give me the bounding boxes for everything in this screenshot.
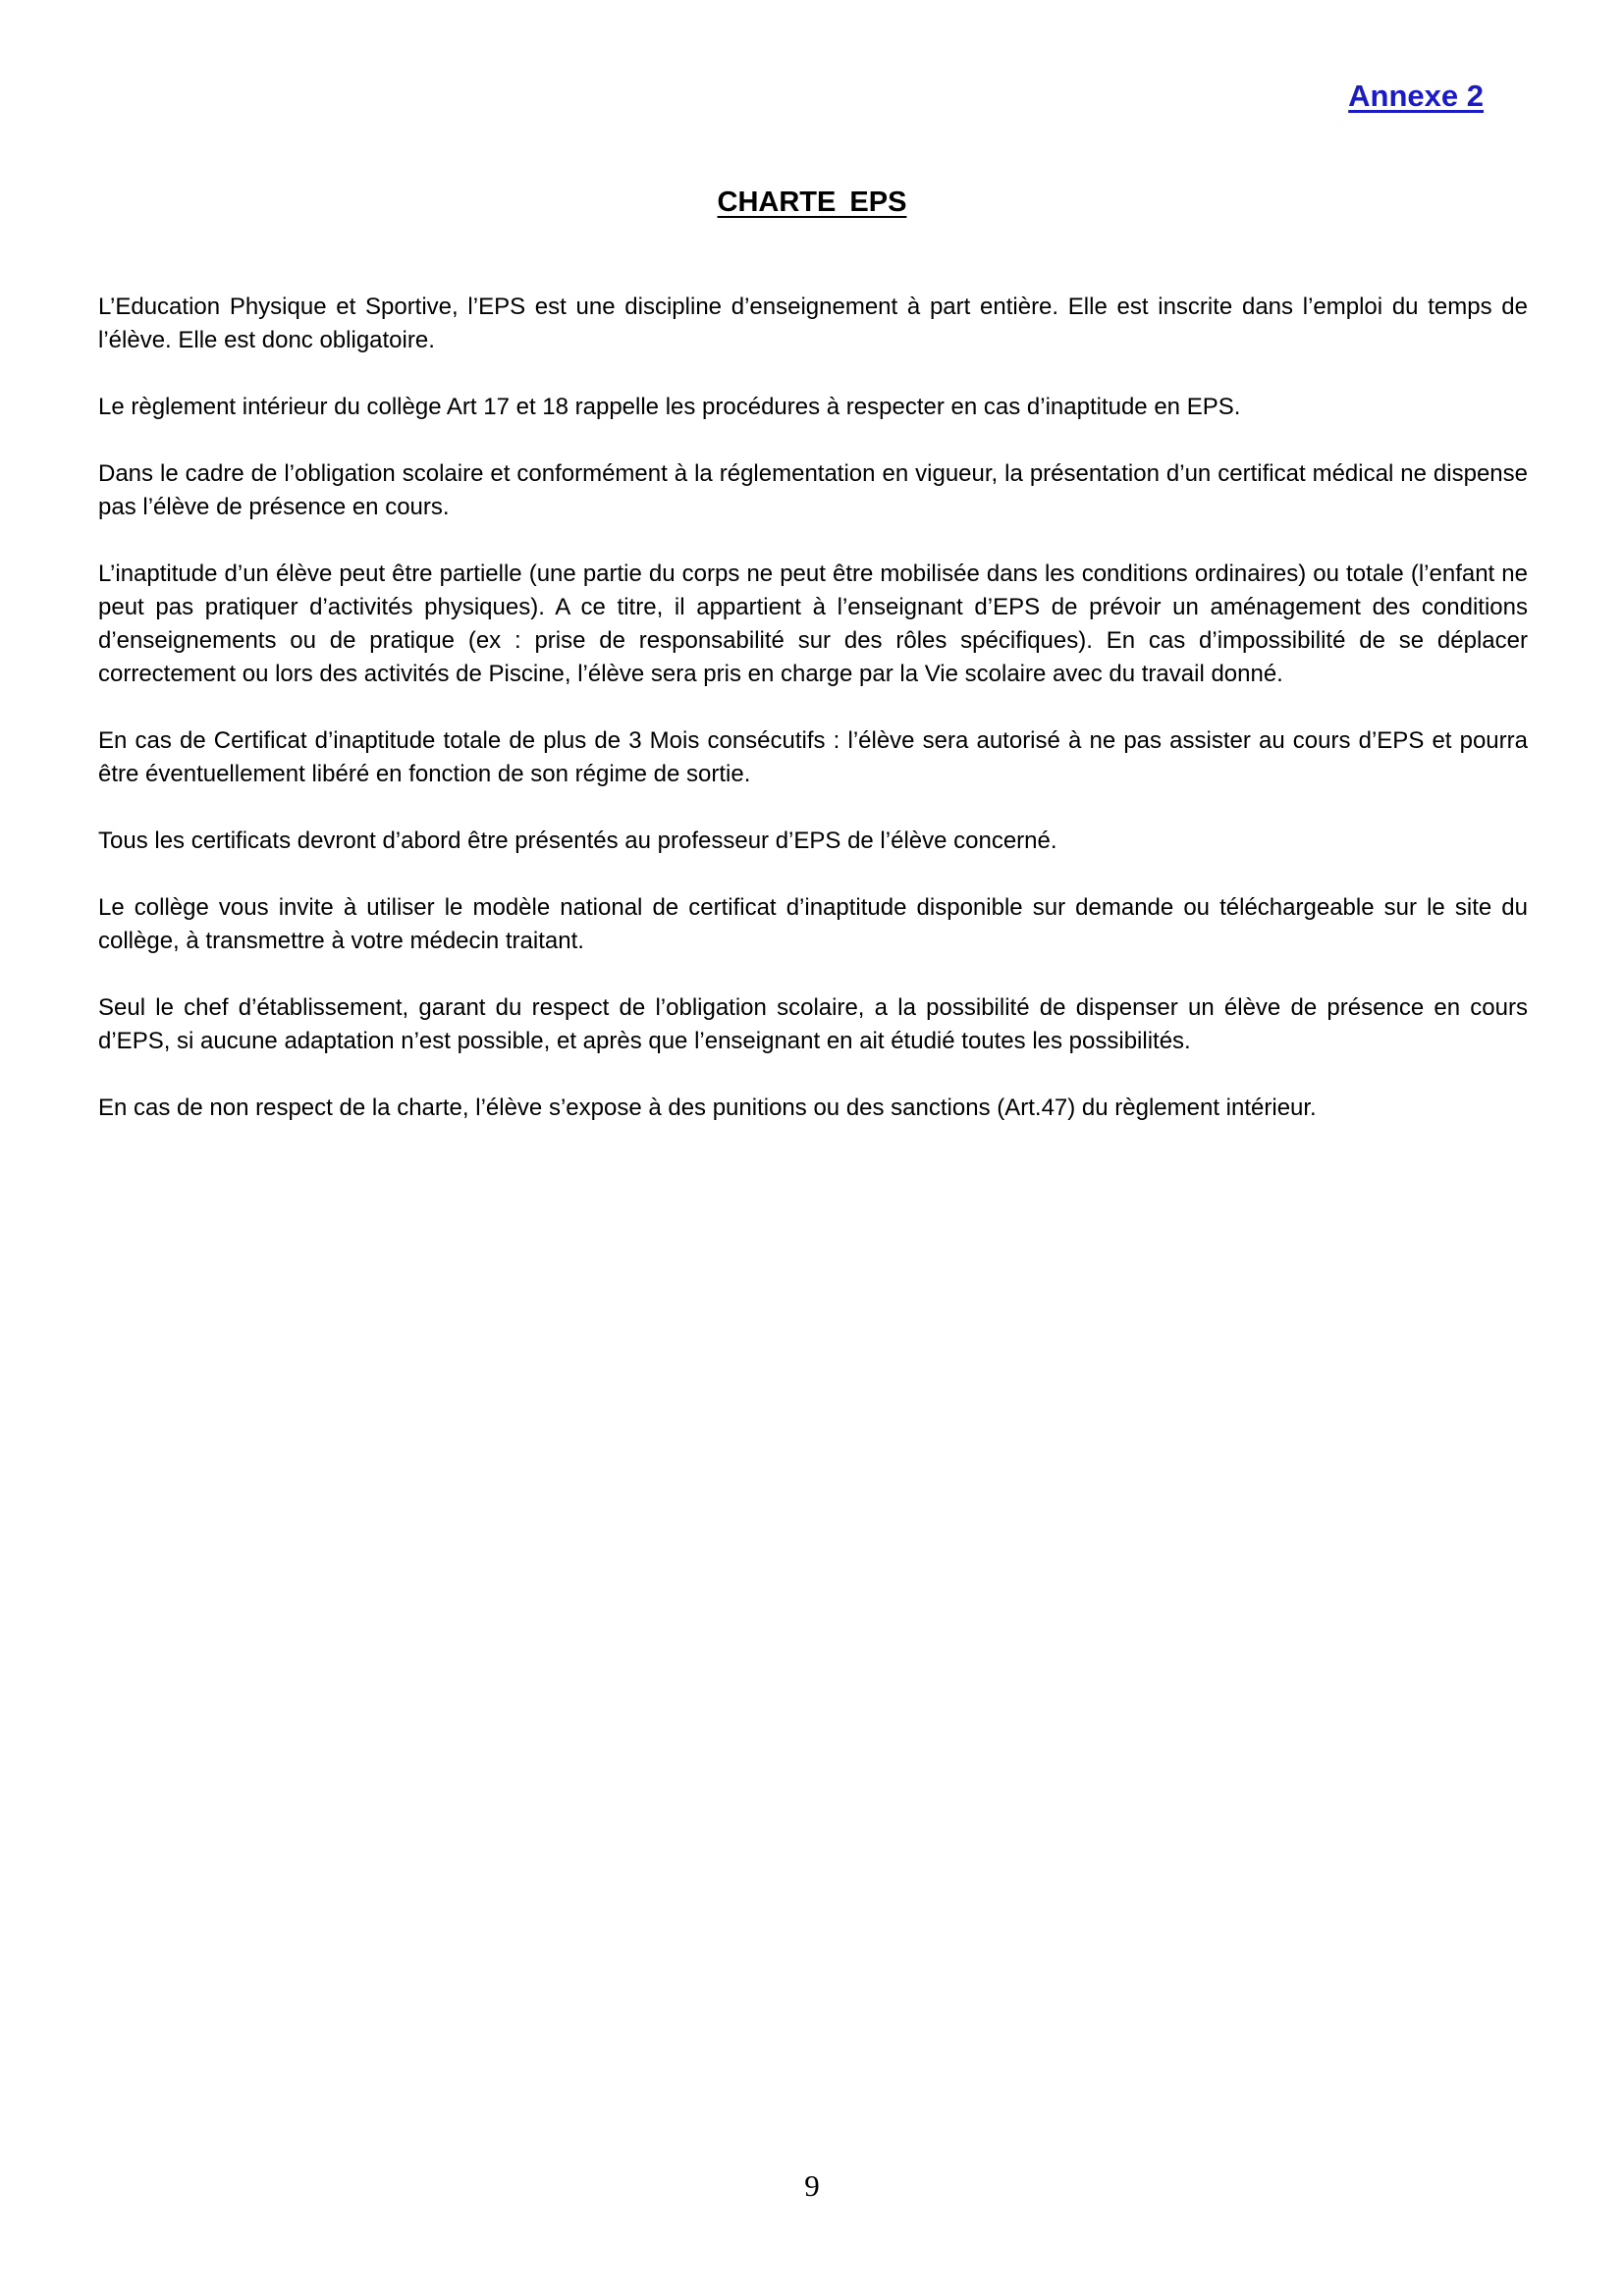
paragraph-sanctions: En cas de non respect de la charte, l’élève s’expose à des punitions ou des sanctions (Art.47) du règlement intérieur. bbox=[98, 1095, 1317, 1121]
paragraph-certificats-professeur: Tous les certificats devront d’abord être présentés au professeur d’EPS de l’élève concerné. bbox=[98, 828, 1057, 854]
paragraph-certificat-medical: Dans le cadre de l’obligation scolaire et conformément à la réglementation en vigueur, la présentation d’un certificat médical ne dispense pas l’élève de présence en cours. bbox=[98, 460, 1528, 520]
document-body bbox=[98, 291, 1528, 1158]
paragraph-reglement-interieur: Le règlement intérieur du collège Art 17 et 18 rappelle les procédures à respecter en cas d’inaptitude en EPS. bbox=[98, 394, 1241, 420]
page-number: 9 bbox=[804, 2168, 820, 2203]
paragraph-eps-definition: L’Education Physique et Sportive, l’EPS est une discipline d’enseignement à part entière. Elle est inscrite dans l’emploi du temps de l’élève. Elle est donc obligatoire. bbox=[98, 294, 1528, 353]
paragraph-chef-etablissement: Seul le chef d’établissement, garant du respect de l’obligation scolaire, a la possibilité de dispenser un élève de présence en cours d’EPS, si aucune adaptation n’est possible, et après que l’enseignant en ait étudié toutes les possibilités. bbox=[98, 994, 1528, 1054]
document-title: CHARTE EPS bbox=[717, 187, 907, 218]
paragraph-inaptitude-totale: En cas de Certificat d’inaptitude totale de plus de 3 Mois consécutifs : l’élève sera autorisé à ne pas assister au cours d’EPS et pourra être éventuellement libéré en fonction de son régime de sortie. bbox=[98, 727, 1528, 787]
paragraph-modele-national: Le collège vous invite à utiliser le modèle national de certificat d’inaptitude disponible sur demande ou téléchargeable sur le site du collège, à transmettre à votre médecin traitant. bbox=[98, 894, 1528, 954]
paragraph-inaptitude-partielle: L’inaptitude d’un élève peut être partielle (une partie du corps ne peut être mobilisée dans les conditions ordinaires) ou totale (l’enfant ne peut pas pratiquer d’activités physiques). A ce titre, il appartient à l’enseignant d’EPS de prévoir un aménagement des conditions d’enseignements ou de pratique (ex : prise de responsabilité sur des rôles spécifiques). En cas d’impossibilité de se déplacer correctement ou lors des activités de Piscine, l’élève sera pris en charge par la Vie scolaire avec du travail donné. bbox=[98, 561, 1528, 687]
annex-label-link[interactable]: Annexe 2 bbox=[1348, 79, 1484, 113]
